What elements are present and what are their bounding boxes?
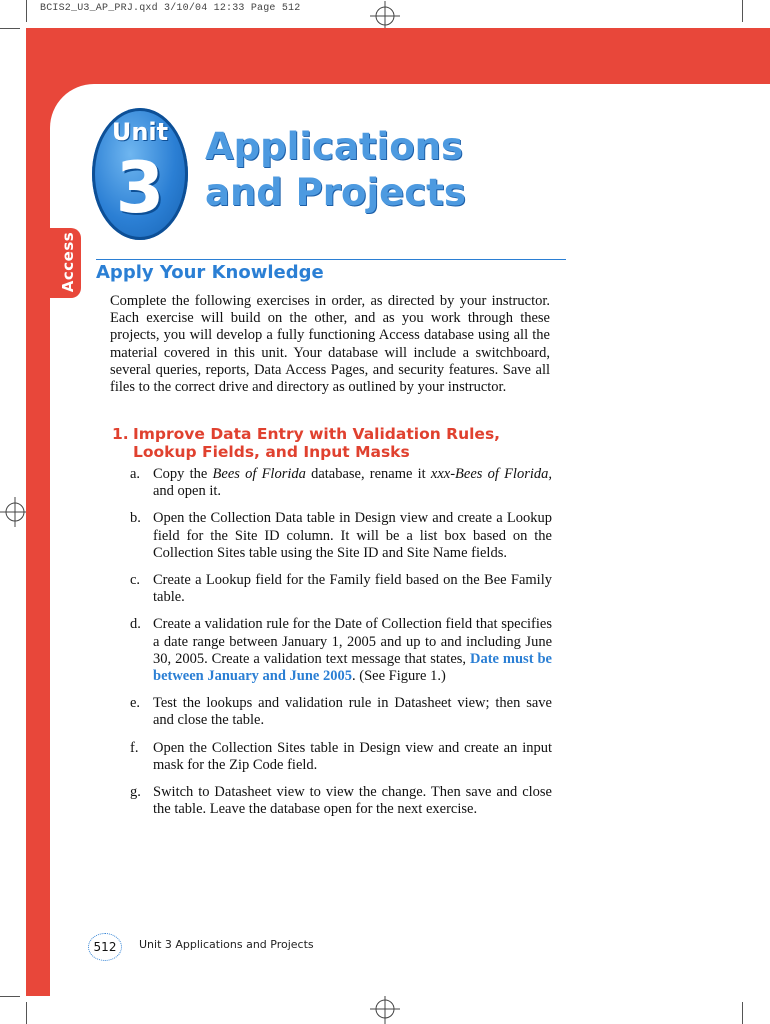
registration-mark-icon (370, 1, 400, 31)
unit-number: 3 (115, 147, 165, 229)
step-text: . (See Figure 1.) (352, 668, 446, 685)
step-text: database, rename it (305, 466, 431, 482)
step-emphasis: xxx-Bees of Florida, (430, 466, 553, 482)
crop-mark (742, 0, 743, 22)
list-item (130, 740, 552, 774)
crop-mark (0, 996, 20, 997)
list-item (130, 784, 552, 818)
page-number: 512 (88, 933, 122, 961)
print-slug: BCIS2_U3_AP_PRJ.qxd 3/10/04 12:33 Page 512 (40, 3, 301, 14)
crop-mark (26, 1002, 27, 1024)
step-letter: f. (130, 739, 139, 756)
step-text: Create a Lookup field for the Family field based on the Bee Family table. (153, 572, 552, 606)
unit-title (205, 124, 466, 216)
crop-mark (742, 1002, 743, 1024)
step-highlight: Date must be between January and June 2005 (153, 650, 552, 685)
step-text: Open the Collection Sites table in Design view and create an input mask for the Zip Code field. (153, 739, 552, 773)
step-text: and open it. (153, 483, 222, 500)
project-number: 1. (112, 425, 129, 443)
step-letter: d. (130, 616, 141, 633)
list-item (130, 510, 552, 562)
unit-word: Unit (111, 118, 169, 146)
running-footer: Unit 3 Applications and Projects (139, 938, 314, 951)
crop-mark (0, 28, 20, 29)
step-text: Create a validation rule for the Date of Collection field that specifies a date range between January 1, 2005 and up to and including June 30, 2005. Create a validation text message that states, (153, 616, 552, 667)
step-letter: a. (130, 466, 141, 482)
list-item (130, 695, 552, 729)
unit-title-line2: and Projects (205, 171, 466, 214)
project-heading (112, 425, 552, 461)
registration-mark-icon (370, 994, 400, 1024)
step-letter: b. (130, 510, 141, 527)
step-text: Switch to Datasheet view to view the change. Then save and close the table. Leave the database open for the next exercise. (153, 784, 552, 818)
step-letter: c. (130, 572, 141, 589)
unit-badge (92, 108, 188, 240)
project-title: Improve Data Entry with Validation Rules, Lookup Fields, and Input Masks (133, 425, 501, 461)
step-letter: g. (130, 784, 141, 801)
step-text: Open the Collection Data table in Design view and create a Lookup field for the Site ID column. It will be a list box based on the Collection Sites table using the Site ID and Site Name fields. (153, 510, 552, 561)
section-heading: Apply Your Knowledge (96, 262, 324, 283)
section-rule (96, 259, 566, 260)
list-item (130, 466, 552, 500)
steps-list (130, 466, 552, 818)
list-item (130, 616, 552, 685)
unit-title-line1: Applications (205, 125, 464, 168)
crop-mark (26, 0, 27, 22)
step-emphasis: Bees of Florida (212, 466, 306, 482)
intro-paragraph: Complete the following exercises in order, as directed by your instructor. Each exercise will build on the other, and as you work through these projects, you will develop a fully functioning Access database using all the material covered in this unit. Your database will include a switchboard, several queries, reports, Data Access Pages, and security features. Save all files to the correct drive and directory as outlined by your instructor. (110, 293, 550, 396)
step-text: Test the lookups and validation rule in Datasheet view; then save and close the table. (153, 695, 552, 729)
list-item (130, 572, 552, 606)
side-tab-label: Access (59, 231, 77, 293)
step-text: Copy the (153, 466, 213, 482)
step-letter: e. (130, 695, 141, 712)
